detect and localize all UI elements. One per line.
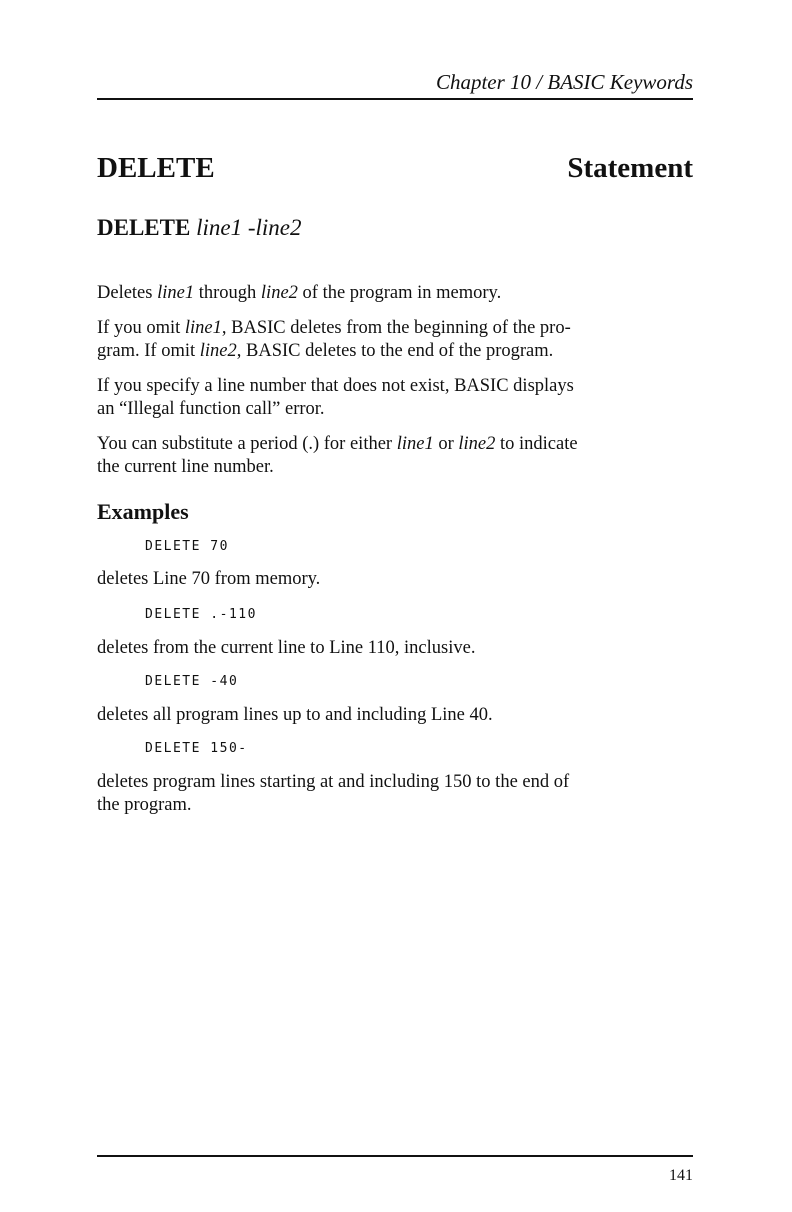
text-run-italic: line1 (184, 318, 222, 338)
text-line: an “Illegal function call” error. (97, 399, 325, 419)
paragraph-period (97, 433, 697, 479)
text-run: to indicate (495, 434, 578, 454)
text-run: through (194, 283, 261, 303)
examples-heading: Examples (97, 499, 189, 524)
text-run: , BASIC deletes to the end of the program. (236, 341, 554, 361)
syntax-keyword: DELETE (97, 215, 191, 240)
example-description (97, 568, 697, 591)
text-line: deletes all program lines up to and including Line 40. (97, 705, 493, 725)
paragraph-description (97, 282, 697, 305)
text-run: If you omit (97, 318, 185, 338)
text-run-italic: line1 (157, 283, 195, 303)
text-line: deletes Line 70 from memory. (97, 569, 321, 589)
entry-keyword: DELETE (97, 152, 215, 184)
syntax-arg2: line2 (255, 215, 302, 240)
text-run-italic: line2 (260, 283, 298, 303)
text-run: You can substitute a period (.) for either (97, 434, 397, 454)
page-number: 141 (669, 1167, 693, 1184)
text-run: the current line number. (97, 457, 274, 477)
code-example: DELETE 150- (145, 741, 248, 756)
footer-rule (97, 1155, 693, 1157)
entry-heading (97, 150, 693, 186)
paragraph-omit (97, 317, 697, 363)
text-run-italic: line2 (458, 434, 496, 454)
paragraph-error (97, 375, 697, 421)
text-run-italic: line1 (396, 434, 434, 454)
text-line: deletes from the current line to Line 110, inclusive. (97, 638, 476, 658)
text-line: If you specify a line number that does not exist, BASIC displays (97, 376, 574, 396)
running-header: Chapter 10 / BASIC Keywords (435, 70, 693, 94)
text-run: gram. If omit (97, 341, 200, 361)
text-line: deletes program lines starting at and including 150 to the end of (97, 772, 570, 792)
code-example: DELETE 70 (145, 539, 229, 554)
example-description (97, 704, 697, 727)
text-run: of the program in memory. (297, 283, 502, 303)
header-rule (97, 98, 693, 100)
syntax-separator: - (242, 215, 256, 240)
syntax-line (97, 213, 302, 243)
code-example: DELETE .-110 (145, 607, 257, 622)
text-line: the program. (97, 795, 192, 815)
text-run: or (433, 434, 459, 454)
entry-category: Statement (567, 152, 693, 184)
text-run: , BASIC deletes from the beginning of the pro- (221, 318, 571, 338)
example-description (97, 771, 697, 817)
text-run-italic: line2 (199, 341, 237, 361)
example-description (97, 637, 697, 660)
syntax-arg1: line1 (196, 215, 243, 240)
text-run: Deletes (97, 283, 158, 303)
code-example: DELETE -40 (145, 674, 239, 689)
